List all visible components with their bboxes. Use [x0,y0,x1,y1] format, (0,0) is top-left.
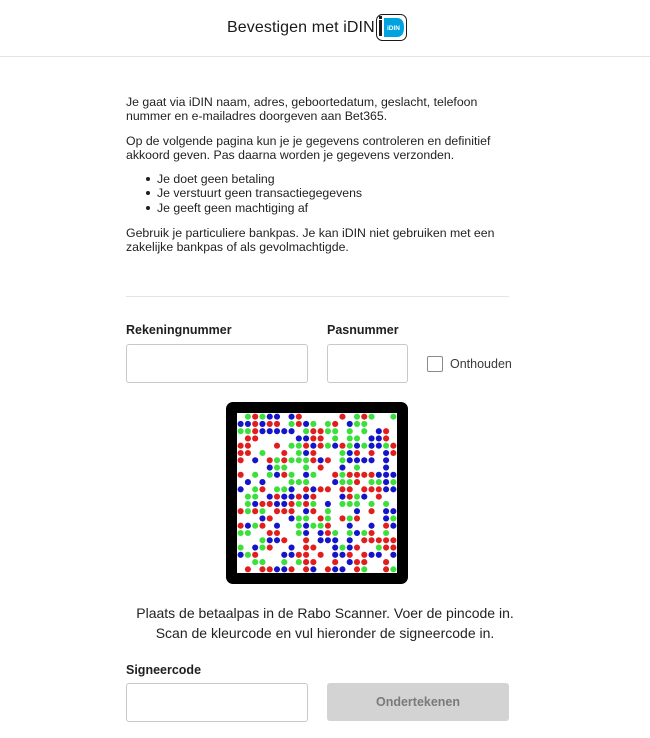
card-number-label: Pasnummer [327,323,399,337]
intro-bullet-list [126,172,516,215]
sign-button[interactable]: Ondertekenen [327,683,509,721]
idin-logo-icon [376,14,407,41]
account-number-label: Rekeningnummer [126,323,232,337]
card-number-input[interactable] [327,344,408,383]
account-number-input[interactable] [126,344,308,383]
section-divider [126,296,509,297]
scanner-instruction [100,603,550,643]
intro-bullet-item: Je geeft geen machtiging af [126,201,516,215]
remember-option[interactable] [427,355,512,373]
color-code-frame [226,402,408,584]
idin-logo-text: iDIN [387,25,400,32]
sign-code-input[interactable] [126,683,308,722]
color-code-canvas [237,413,397,573]
color-code-image [237,413,397,573]
remember-label: Onthouden [450,357,512,371]
intro-paragraph-1: Je gaat via iDIN naam, adres, geboortedatum, geslacht, telefoon nummer en e-mailadres doorgeven aan Bet365. [126,95,478,124]
intro-paragraph-2: Op de volgende pagina kun je je gegevens controleren en definitief akkoord geven. Pas daarna worden je gegevens verzonden. [126,133,491,162]
scanner-instruction-line-1: Plaats de betaalpas in de Rabo Scanner. Voer de pincode in. [136,605,514,621]
intro-text [126,95,516,265]
scanner-instruction-line-2: Scan de kleurcode en vul hieronder de signeercode in. [155,625,495,641]
page-title: Bevestigen met iDIN [227,19,375,36]
intro-bullet-item: Je doet geen betaling [126,172,516,186]
intro-paragraph-3: Gebruik je particuliere bankpas. Je kan iDIN niet gebruiken met een zakelijke bankpas of als gevolmachtigde. [126,226,495,255]
sign-code-label: Signeercode [126,663,202,677]
intro-bullet-item: Je verstuurt geen transactiegegevens [126,186,516,200]
page-header [0,0,650,57]
remember-checkbox[interactable] [427,356,443,372]
